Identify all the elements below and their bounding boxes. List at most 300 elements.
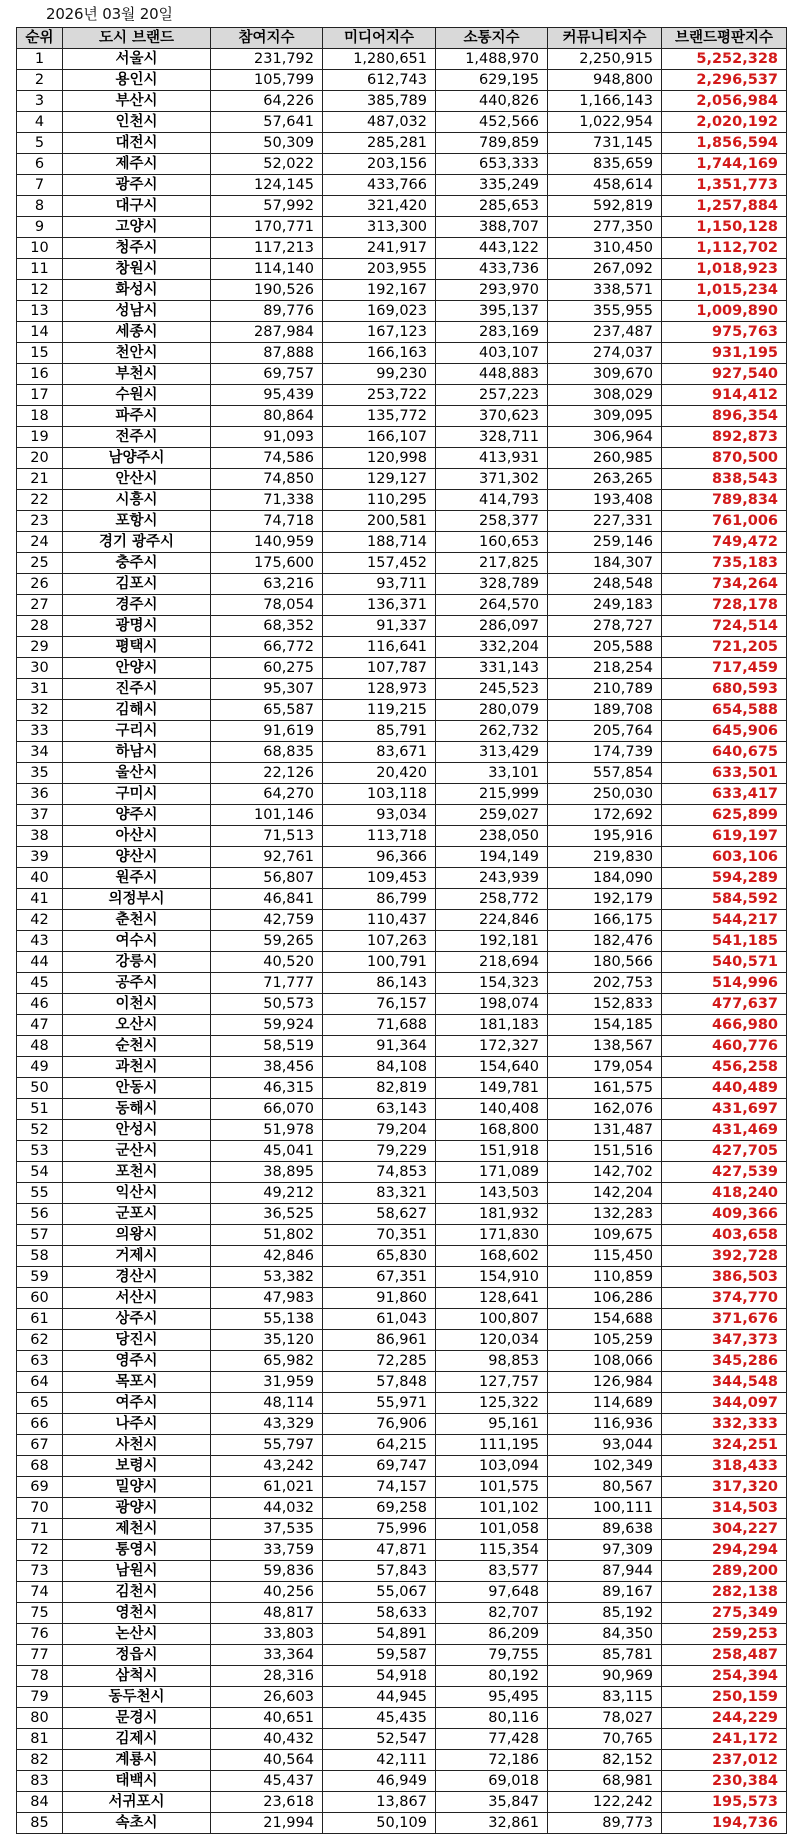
- communication-cell: 388,707: [436, 217, 548, 238]
- media-cell: 44,945: [323, 1687, 436, 1708]
- brand-reputation-cell: 789,834: [662, 490, 787, 511]
- table-row: [17, 1204, 787, 1225]
- community-cell: 115,450: [548, 1246, 662, 1267]
- community-cell: 122,242: [548, 1792, 662, 1813]
- rank-cell: 56: [17, 1204, 63, 1225]
- community-cell: 154,688: [548, 1309, 662, 1330]
- community-cell: 267,092: [548, 259, 662, 280]
- city-brand-cell: 안동시: [63, 1078, 211, 1099]
- rank-cell: 49: [17, 1057, 63, 1078]
- communication-cell: 403,107: [436, 343, 548, 364]
- table-row: [17, 763, 787, 784]
- community-cell: 250,030: [548, 784, 662, 805]
- media-cell: 76,157: [323, 994, 436, 1015]
- communication-cell: 194,149: [436, 847, 548, 868]
- participation-cell: 31,959: [211, 1372, 323, 1393]
- participation-cell: 36,525: [211, 1204, 323, 1225]
- city-brand-cell: 전주시: [63, 427, 211, 448]
- media-cell: 241,917: [323, 238, 436, 259]
- brand-reputation-cell: 654,588: [662, 700, 787, 721]
- media-cell: 107,263: [323, 931, 436, 952]
- brand-reputation-cell: 1,744,169: [662, 154, 787, 175]
- participation-cell: 46,315: [211, 1078, 323, 1099]
- city-brand-cell: 서귀포시: [63, 1792, 211, 1813]
- communication-cell: 258,377: [436, 511, 548, 532]
- participation-cell: 51,978: [211, 1120, 323, 1141]
- rank-cell: 29: [17, 637, 63, 658]
- participation-cell: 40,432: [211, 1729, 323, 1750]
- table-row: [17, 1267, 787, 1288]
- city-brand-cell: 안양시: [63, 658, 211, 679]
- participation-cell: 55,138: [211, 1309, 323, 1330]
- communication-cell: 79,755: [436, 1645, 548, 1666]
- community-cell: 82,152: [548, 1750, 662, 1771]
- communication-cell: 127,757: [436, 1372, 548, 1393]
- brand-reputation-cell: 603,106: [662, 847, 787, 868]
- media-cell: 109,453: [323, 868, 436, 889]
- media-cell: 166,163: [323, 343, 436, 364]
- rank-cell: 4: [17, 112, 63, 133]
- brand-reputation-cell: 347,373: [662, 1330, 787, 1351]
- brand-reputation-cell: 386,503: [662, 1267, 787, 1288]
- communication-cell: 101,102: [436, 1498, 548, 1519]
- media-cell: 110,295: [323, 490, 436, 511]
- brand-reputation-cell: 345,286: [662, 1351, 787, 1372]
- community-cell: 310,450: [548, 238, 662, 259]
- table-row: [17, 532, 787, 553]
- rank-cell: 73: [17, 1561, 63, 1582]
- communication-cell: 215,999: [436, 784, 548, 805]
- rank-cell: 84: [17, 1792, 63, 1813]
- table-row: [17, 1540, 787, 1561]
- media-cell: 128,973: [323, 679, 436, 700]
- rank-cell: 64: [17, 1372, 63, 1393]
- rank-cell: 19: [17, 427, 63, 448]
- media-cell: 116,641: [323, 637, 436, 658]
- media-cell: 63,143: [323, 1099, 436, 1120]
- city-brand-cell: 김포시: [63, 574, 211, 595]
- header-community-index: 커뮤니티지수: [548, 28, 662, 49]
- community-cell: 592,819: [548, 196, 662, 217]
- city-brand-cell: 양주시: [63, 805, 211, 826]
- communication-cell: 101,058: [436, 1519, 548, 1540]
- header-participation-index: 참여지수: [211, 28, 323, 49]
- media-cell: 110,437: [323, 910, 436, 931]
- participation-cell: 78,054: [211, 595, 323, 616]
- rank-cell: 30: [17, 658, 63, 679]
- communication-cell: 168,602: [436, 1246, 548, 1267]
- participation-cell: 68,352: [211, 616, 323, 637]
- community-cell: 308,029: [548, 385, 662, 406]
- brand-reputation-cell: 734,264: [662, 574, 787, 595]
- communication-cell: 448,883: [436, 364, 548, 385]
- communication-cell: 72,186: [436, 1750, 548, 1771]
- participation-cell: 26,603: [211, 1687, 323, 1708]
- media-cell: 129,127: [323, 469, 436, 490]
- communication-cell: 168,800: [436, 1120, 548, 1141]
- communication-cell: 313,429: [436, 742, 548, 763]
- participation-cell: 21,994: [211, 1813, 323, 1834]
- participation-cell: 43,329: [211, 1414, 323, 1435]
- city-brand-cell: 삼척시: [63, 1666, 211, 1687]
- city-brand-cell: 파주시: [63, 406, 211, 427]
- community-cell: 142,204: [548, 1183, 662, 1204]
- rank-cell: 8: [17, 196, 63, 217]
- city-brand-cell: 동해시: [63, 1099, 211, 1120]
- table-row: [17, 70, 787, 91]
- rank-cell: 40: [17, 868, 63, 889]
- city-brand-cell: 제주시: [63, 154, 211, 175]
- table-row: [17, 364, 787, 385]
- participation-cell: 45,041: [211, 1141, 323, 1162]
- communication-cell: 33,101: [436, 763, 548, 784]
- community-cell: 89,638: [548, 1519, 662, 1540]
- brand-ranking-table: [16, 27, 787, 1834]
- table-row: [17, 1393, 787, 1414]
- rank-cell: 44: [17, 952, 63, 973]
- city-brand-cell: 문경시: [63, 1708, 211, 1729]
- city-brand-cell: 김제시: [63, 1729, 211, 1750]
- communication-cell: 257,223: [436, 385, 548, 406]
- brand-reputation-cell: 344,097: [662, 1393, 787, 1414]
- brand-reputation-cell: 1,150,128: [662, 217, 787, 238]
- city-brand-cell: 평택시: [63, 637, 211, 658]
- city-brand-cell: 남양주시: [63, 448, 211, 469]
- table-row: [17, 1435, 787, 1456]
- table-row: [17, 805, 787, 826]
- participation-cell: 68,835: [211, 742, 323, 763]
- city-brand-cell: 천안시: [63, 343, 211, 364]
- community-cell: 1,022,954: [548, 112, 662, 133]
- rank-cell: 13: [17, 301, 63, 322]
- table-row: [17, 385, 787, 406]
- city-brand-cell: 영주시: [63, 1351, 211, 1372]
- rank-cell: 53: [17, 1141, 63, 1162]
- community-cell: 557,854: [548, 763, 662, 784]
- brand-reputation-cell: 304,227: [662, 1519, 787, 1540]
- media-cell: 61,043: [323, 1309, 436, 1330]
- media-cell: 47,871: [323, 1540, 436, 1561]
- city-brand-cell: 보령시: [63, 1456, 211, 1477]
- table-row: [17, 595, 787, 616]
- community-cell: 249,183: [548, 595, 662, 616]
- table-row: [17, 1330, 787, 1351]
- table-row: [17, 1456, 787, 1477]
- rank-cell: 21: [17, 469, 63, 490]
- rank-cell: 82: [17, 1750, 63, 1771]
- community-cell: 1,166,143: [548, 91, 662, 112]
- city-brand-cell: 군산시: [63, 1141, 211, 1162]
- rank-cell: 11: [17, 259, 63, 280]
- rank-cell: 58: [17, 1246, 63, 1267]
- city-brand-cell: 구미시: [63, 784, 211, 805]
- rank-cell: 60: [17, 1288, 63, 1309]
- rank-cell: 78: [17, 1666, 63, 1687]
- media-cell: 69,747: [323, 1456, 436, 1477]
- communication-cell: 32,861: [436, 1813, 548, 1834]
- brand-reputation-cell: 633,501: [662, 763, 787, 784]
- participation-cell: 42,846: [211, 1246, 323, 1267]
- community-cell: 835,659: [548, 154, 662, 175]
- communication-cell: 413,931: [436, 448, 548, 469]
- community-cell: 100,111: [548, 1498, 662, 1519]
- rank-cell: 83: [17, 1771, 63, 1792]
- community-cell: 131,487: [548, 1120, 662, 1141]
- rank-cell: 50: [17, 1078, 63, 1099]
- participation-cell: 91,619: [211, 721, 323, 742]
- community-cell: 948,800: [548, 70, 662, 91]
- table-row: [17, 112, 787, 133]
- communication-cell: 328,711: [436, 427, 548, 448]
- table-row: [17, 931, 787, 952]
- brand-reputation-cell: 721,205: [662, 637, 787, 658]
- brand-reputation-cell: 1,257,884: [662, 196, 787, 217]
- header-media-index: 미디어지수: [323, 28, 436, 49]
- table-row: [17, 1141, 787, 1162]
- brand-reputation-cell: 409,366: [662, 1204, 787, 1225]
- city-brand-cell: 속초시: [63, 1813, 211, 1834]
- rank-cell: 71: [17, 1519, 63, 1540]
- rank-cell: 5: [17, 133, 63, 154]
- table-row: [17, 511, 787, 532]
- communication-cell: 160,653: [436, 532, 548, 553]
- participation-cell: 40,256: [211, 1582, 323, 1603]
- rank-cell: 74: [17, 1582, 63, 1603]
- media-cell: 203,955: [323, 259, 436, 280]
- participation-cell: 231,792: [211, 49, 323, 70]
- media-cell: 385,789: [323, 91, 436, 112]
- community-cell: 355,955: [548, 301, 662, 322]
- city-brand-cell: 세종시: [63, 322, 211, 343]
- media-cell: 46,949: [323, 1771, 436, 1792]
- brand-reputation-cell: 431,469: [662, 1120, 787, 1141]
- rank-cell: 35: [17, 763, 63, 784]
- community-cell: 105,259: [548, 1330, 662, 1351]
- communication-cell: 86,209: [436, 1624, 548, 1645]
- rank-cell: 47: [17, 1015, 63, 1036]
- communication-cell: 80,192: [436, 1666, 548, 1687]
- table-row: [17, 1708, 787, 1729]
- rank-cell: 42: [17, 910, 63, 931]
- media-cell: 487,032: [323, 112, 436, 133]
- table-header: [17, 28, 787, 49]
- participation-cell: 40,564: [211, 1750, 323, 1771]
- media-cell: 321,420: [323, 196, 436, 217]
- table-row: [17, 217, 787, 238]
- participation-cell: 287,984: [211, 322, 323, 343]
- communication-cell: 293,970: [436, 280, 548, 301]
- city-brand-cell: 나주시: [63, 1414, 211, 1435]
- community-cell: 80,567: [548, 1477, 662, 1498]
- brand-reputation-cell: 318,433: [662, 1456, 787, 1477]
- media-cell: 433,766: [323, 175, 436, 196]
- brand-reputation-cell: 1,018,923: [662, 259, 787, 280]
- community-cell: 237,487: [548, 322, 662, 343]
- brand-reputation-cell: 427,539: [662, 1162, 787, 1183]
- participation-cell: 69,757: [211, 364, 323, 385]
- table-row: [17, 448, 787, 469]
- participation-cell: 38,895: [211, 1162, 323, 1183]
- brand-reputation-cell: 230,384: [662, 1771, 787, 1792]
- table-row: [17, 1225, 787, 1246]
- media-cell: 169,023: [323, 301, 436, 322]
- media-cell: 203,156: [323, 154, 436, 175]
- city-brand-cell: 사천시: [63, 1435, 211, 1456]
- rank-cell: 55: [17, 1183, 63, 1204]
- table-row: [17, 1624, 787, 1645]
- community-cell: 193,408: [548, 490, 662, 511]
- table-row: [17, 1582, 787, 1603]
- city-brand-cell: 과천시: [63, 1057, 211, 1078]
- communication-cell: 371,302: [436, 469, 548, 490]
- communication-cell: 286,097: [436, 616, 548, 637]
- media-cell: 72,285: [323, 1351, 436, 1372]
- brand-reputation-cell: 289,200: [662, 1561, 787, 1582]
- city-brand-cell: 용인시: [63, 70, 211, 91]
- city-brand-cell: 동두천시: [63, 1687, 211, 1708]
- rank-cell: 80: [17, 1708, 63, 1729]
- rank-cell: 14: [17, 322, 63, 343]
- city-brand-cell: 안성시: [63, 1120, 211, 1141]
- communication-cell: 198,074: [436, 994, 548, 1015]
- participation-cell: 114,140: [211, 259, 323, 280]
- communication-cell: 154,910: [436, 1267, 548, 1288]
- table-row: [17, 784, 787, 805]
- participation-cell: 74,718: [211, 511, 323, 532]
- brand-reputation-cell: 625,899: [662, 805, 787, 826]
- participation-cell: 74,850: [211, 469, 323, 490]
- brand-reputation-cell: 645,906: [662, 721, 787, 742]
- rank-cell: 6: [17, 154, 63, 175]
- rank-cell: 32: [17, 700, 63, 721]
- city-brand-cell: 아산시: [63, 826, 211, 847]
- media-cell: 188,714: [323, 532, 436, 553]
- media-cell: 119,215: [323, 700, 436, 721]
- media-cell: 157,452: [323, 553, 436, 574]
- table-row: [17, 1120, 787, 1141]
- city-brand-cell: 시흥시: [63, 490, 211, 511]
- communication-cell: 181,183: [436, 1015, 548, 1036]
- communication-cell: 97,648: [436, 1582, 548, 1603]
- rank-cell: 15: [17, 343, 63, 364]
- participation-cell: 33,759: [211, 1540, 323, 1561]
- community-cell: 179,054: [548, 1057, 662, 1078]
- rank-cell: 28: [17, 616, 63, 637]
- participation-cell: 28,316: [211, 1666, 323, 1687]
- media-cell: 93,034: [323, 805, 436, 826]
- brand-reputation-cell: 896,354: [662, 406, 787, 427]
- media-cell: 52,547: [323, 1729, 436, 1750]
- community-cell: 180,566: [548, 952, 662, 973]
- media-cell: 58,627: [323, 1204, 436, 1225]
- table-row: [17, 1288, 787, 1309]
- rank-cell: 17: [17, 385, 63, 406]
- media-cell: 75,996: [323, 1519, 436, 1540]
- community-cell: 184,090: [548, 868, 662, 889]
- brand-reputation-cell: 431,697: [662, 1099, 787, 1120]
- table-row: [17, 826, 787, 847]
- media-cell: 1,280,651: [323, 49, 436, 70]
- table-row: [17, 700, 787, 721]
- header-rank: 순위: [17, 28, 63, 49]
- media-cell: 136,371: [323, 595, 436, 616]
- rank-cell: 59: [17, 1267, 63, 1288]
- table-row: [17, 679, 787, 700]
- table-row: [17, 1498, 787, 1519]
- city-brand-cell: 상주시: [63, 1309, 211, 1330]
- table-row: [17, 1078, 787, 1099]
- community-cell: 260,985: [548, 448, 662, 469]
- brand-reputation-cell: 2,020,192: [662, 112, 787, 133]
- header-row: [17, 28, 787, 49]
- communication-cell: 82,707: [436, 1603, 548, 1624]
- community-cell: 70,765: [548, 1729, 662, 1750]
- rank-cell: 37: [17, 805, 63, 826]
- community-cell: 210,789: [548, 679, 662, 700]
- brand-reputation-cell: 1,856,594: [662, 133, 787, 154]
- brand-reputation-cell: 544,217: [662, 910, 787, 931]
- media-cell: 71,688: [323, 1015, 436, 1036]
- city-brand-cell: 충주시: [63, 553, 211, 574]
- media-cell: 135,772: [323, 406, 436, 427]
- participation-cell: 87,888: [211, 343, 323, 364]
- city-brand-cell: 통영시: [63, 1540, 211, 1561]
- rank-cell: 2: [17, 70, 63, 91]
- communication-cell: 332,204: [436, 637, 548, 658]
- city-brand-cell: 부천시: [63, 364, 211, 385]
- media-cell: 86,143: [323, 973, 436, 994]
- brand-reputation-cell: 237,012: [662, 1750, 787, 1771]
- communication-cell: 259,027: [436, 805, 548, 826]
- table-row: [17, 847, 787, 868]
- participation-cell: 43,242: [211, 1456, 323, 1477]
- rank-cell: 62: [17, 1330, 63, 1351]
- communication-cell: 285,653: [436, 196, 548, 217]
- community-cell: 83,115: [548, 1687, 662, 1708]
- communication-cell: 149,781: [436, 1078, 548, 1099]
- rank-cell: 31: [17, 679, 63, 700]
- participation-cell: 95,307: [211, 679, 323, 700]
- communication-cell: 143,503: [436, 1183, 548, 1204]
- brand-reputation-cell: 460,776: [662, 1036, 787, 1057]
- brand-reputation-cell: 584,592: [662, 889, 787, 910]
- city-brand-cell: 서산시: [63, 1288, 211, 1309]
- participation-cell: 92,761: [211, 847, 323, 868]
- participation-cell: 23,618: [211, 1792, 323, 1813]
- media-cell: 99,230: [323, 364, 436, 385]
- city-brand-cell: 강릉시: [63, 952, 211, 973]
- community-cell: 106,286: [548, 1288, 662, 1309]
- participation-cell: 50,309: [211, 133, 323, 154]
- participation-cell: 190,526: [211, 280, 323, 301]
- header-brand-reputation-index: 브랜드평판지수: [662, 28, 787, 49]
- participation-cell: 140,959: [211, 532, 323, 553]
- communication-cell: 443,122: [436, 238, 548, 259]
- city-brand-cell: 여주시: [63, 1393, 211, 1414]
- community-cell: 93,044: [548, 1435, 662, 1456]
- brand-reputation-cell: 1,351,773: [662, 175, 787, 196]
- city-brand-cell: 의왕시: [63, 1225, 211, 1246]
- participation-cell: 38,456: [211, 1057, 323, 1078]
- participation-cell: 46,841: [211, 889, 323, 910]
- communication-cell: 414,793: [436, 490, 548, 511]
- communication-cell: 238,050: [436, 826, 548, 847]
- participation-cell: 37,535: [211, 1519, 323, 1540]
- community-cell: 68,981: [548, 1771, 662, 1792]
- communication-cell: 245,523: [436, 679, 548, 700]
- participation-cell: 52,022: [211, 154, 323, 175]
- city-brand-cell: 포항시: [63, 511, 211, 532]
